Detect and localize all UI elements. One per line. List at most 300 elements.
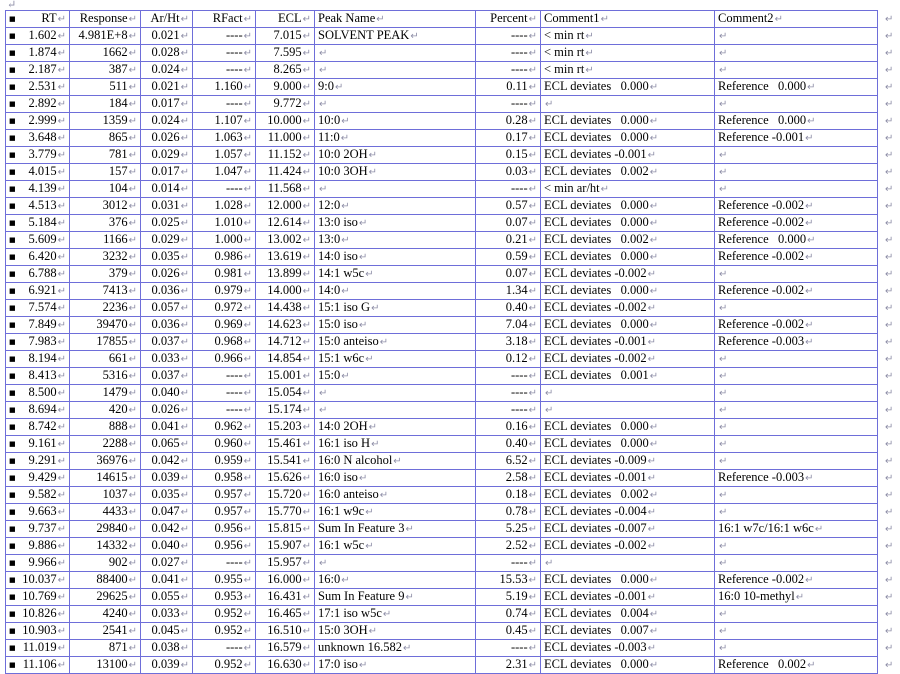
cell-ecl[interactable] <box>256 436 315 453</box>
cell-ecl[interactable] <box>256 453 315 470</box>
cell-ecl[interactable] <box>256 487 315 504</box>
cell-rt[interactable] <box>6 572 70 589</box>
cell-rt[interactable] <box>6 198 70 215</box>
cell-comment1[interactable] <box>541 351 715 368</box>
cell-rt[interactable] <box>6 351 70 368</box>
cell-peak_name[interactable] <box>315 147 476 164</box>
cell-ar_ht[interactable] <box>141 453 193 470</box>
cell-ar_ht[interactable] <box>141 147 193 164</box>
cell-comment2[interactable] <box>715 300 878 317</box>
cell-response[interactable] <box>70 334 141 351</box>
cell-comment1[interactable] <box>541 266 715 283</box>
cell-rfact[interactable] <box>193 164 256 181</box>
cell-rfact[interactable] <box>193 555 256 572</box>
cell-ar_ht[interactable] <box>141 623 193 640</box>
cell-response[interactable] <box>70 232 141 249</box>
cell-percent[interactable] <box>476 623 541 640</box>
cell-peak_name[interactable] <box>315 249 476 266</box>
cell-peak_name[interactable] <box>315 589 476 606</box>
cell-rfact[interactable] <box>193 232 256 249</box>
cell-ar_ht[interactable] <box>141 266 193 283</box>
cell-rfact[interactable] <box>193 419 256 436</box>
cell-rfact[interactable] <box>193 45 256 62</box>
cell-ar_ht[interactable] <box>141 555 193 572</box>
cell-ecl[interactable] <box>256 419 315 436</box>
cell-response[interactable] <box>70 555 141 572</box>
cell-ecl[interactable] <box>256 113 315 130</box>
cell-comment2[interactable] <box>715 249 878 266</box>
cell-rt[interactable] <box>6 249 70 266</box>
cell-response[interactable] <box>70 606 141 623</box>
cell-ar_ht[interactable] <box>141 79 193 96</box>
cell-rfact[interactable] <box>193 436 256 453</box>
cell-comment1[interactable] <box>541 538 715 555</box>
cell-comment2[interactable] <box>715 453 878 470</box>
cell-rt[interactable] <box>6 436 70 453</box>
cell-response[interactable] <box>70 113 141 130</box>
cell-comment2[interactable] <box>715 419 878 436</box>
cell-response[interactable] <box>70 521 141 538</box>
cell-ar_ht[interactable] <box>141 113 193 130</box>
cell-comment2[interactable] <box>715 28 878 45</box>
cell-ar_ht[interactable] <box>141 181 193 198</box>
cell-percent[interactable] <box>476 79 541 96</box>
cell-percent[interactable] <box>476 249 541 266</box>
cell-percent[interactable] <box>476 453 541 470</box>
cell-ecl[interactable] <box>256 147 315 164</box>
header-cell-ecl[interactable] <box>256 11 315 28</box>
cell-ar_ht[interactable] <box>141 215 193 232</box>
cell-ecl[interactable] <box>256 198 315 215</box>
cell-response[interactable] <box>70 45 141 62</box>
cell-peak_name[interactable] <box>315 215 476 232</box>
cell-peak_name[interactable] <box>315 351 476 368</box>
cell-response[interactable] <box>70 249 141 266</box>
cell-rfact[interactable] <box>193 300 256 317</box>
cell-rfact[interactable] <box>193 249 256 266</box>
cell-comment2[interactable] <box>715 623 878 640</box>
cell-comment1[interactable] <box>541 419 715 436</box>
cell-rt[interactable] <box>6 385 70 402</box>
cell-comment1[interactable] <box>541 657 715 674</box>
cell-comment2[interactable] <box>715 45 878 62</box>
cell-ar_ht[interactable] <box>141 419 193 436</box>
cell-ar_ht[interactable] <box>141 130 193 147</box>
cell-rt[interactable] <box>6 657 70 674</box>
cell-ecl[interactable] <box>256 589 315 606</box>
cell-ar_ht[interactable] <box>141 198 193 215</box>
cell-ar_ht[interactable] <box>141 572 193 589</box>
cell-ecl[interactable] <box>256 164 315 181</box>
cell-comment2[interactable] <box>715 334 878 351</box>
cell-comment2[interactable] <box>715 317 878 334</box>
cell-comment2[interactable] <box>715 572 878 589</box>
cell-response[interactable] <box>70 657 141 674</box>
cell-rfact[interactable] <box>193 334 256 351</box>
cell-comment1[interactable] <box>541 198 715 215</box>
cell-response[interactable] <box>70 79 141 96</box>
cell-response[interactable] <box>70 640 141 657</box>
cell-peak_name[interactable] <box>315 79 476 96</box>
cell-rfact[interactable] <box>193 79 256 96</box>
cell-ar_ht[interactable] <box>141 657 193 674</box>
cell-response[interactable] <box>70 385 141 402</box>
cell-response[interactable] <box>70 28 141 45</box>
cell-rfact[interactable] <box>193 504 256 521</box>
cell-percent[interactable] <box>476 657 541 674</box>
cell-ar_ht[interactable] <box>141 351 193 368</box>
cell-peak_name[interactable] <box>315 164 476 181</box>
cell-comment1[interactable] <box>541 147 715 164</box>
cell-comment1[interactable] <box>541 368 715 385</box>
cell-rt[interactable] <box>6 538 70 555</box>
cell-ar_ht[interactable] <box>141 470 193 487</box>
cell-rfact[interactable] <box>193 572 256 589</box>
cell-ar_ht[interactable] <box>141 45 193 62</box>
cell-peak_name[interactable] <box>315 368 476 385</box>
cell-rfact[interactable] <box>193 402 256 419</box>
cell-ar_ht[interactable] <box>141 368 193 385</box>
cell-rt[interactable] <box>6 113 70 130</box>
cell-peak_name[interactable] <box>315 45 476 62</box>
cell-peak_name[interactable] <box>315 317 476 334</box>
cell-ar_ht[interactable] <box>141 402 193 419</box>
cell-rfact[interactable] <box>193 130 256 147</box>
cell-ecl[interactable] <box>256 521 315 538</box>
cell-rfact[interactable] <box>193 640 256 657</box>
cell-peak_name[interactable] <box>315 62 476 79</box>
cell-peak_name[interactable] <box>315 283 476 300</box>
cell-percent[interactable] <box>476 419 541 436</box>
cell-peak_name[interactable] <box>315 385 476 402</box>
cell-rt[interactable] <box>6 317 70 334</box>
cell-peak_name[interactable] <box>315 334 476 351</box>
cell-peak_name[interactable] <box>315 453 476 470</box>
cell-ar_ht[interactable] <box>141 317 193 334</box>
cell-comment2[interactable] <box>715 470 878 487</box>
cell-comment1[interactable] <box>541 606 715 623</box>
cell-peak_name[interactable] <box>315 419 476 436</box>
cell-percent[interactable] <box>476 113 541 130</box>
cell-comment2[interactable] <box>715 266 878 283</box>
cell-rfact[interactable] <box>193 351 256 368</box>
header-cell-percent[interactable] <box>476 11 541 28</box>
cell-ar_ht[interactable] <box>141 283 193 300</box>
cell-comment1[interactable] <box>541 640 715 657</box>
cell-ecl[interactable] <box>256 232 315 249</box>
cell-comment1[interactable] <box>541 385 715 402</box>
cell-ecl[interactable] <box>256 640 315 657</box>
cell-comment2[interactable] <box>715 147 878 164</box>
cell-comment1[interactable] <box>541 283 715 300</box>
cell-comment2[interactable] <box>715 96 878 113</box>
cell-comment2[interactable] <box>715 589 878 606</box>
cell-rfact[interactable] <box>193 470 256 487</box>
cell-percent[interactable] <box>476 351 541 368</box>
cell-rt[interactable] <box>6 130 70 147</box>
cell-percent[interactable] <box>476 96 541 113</box>
cell-percent[interactable] <box>476 62 541 79</box>
cell-rfact[interactable] <box>193 147 256 164</box>
cell-rfact[interactable] <box>193 317 256 334</box>
cell-percent[interactable] <box>476 334 541 351</box>
cell-response[interactable] <box>70 419 141 436</box>
cell-ecl[interactable] <box>256 130 315 147</box>
cell-percent[interactable] <box>476 640 541 657</box>
cell-percent[interactable] <box>476 181 541 198</box>
cell-ecl[interactable] <box>256 606 315 623</box>
cell-ecl[interactable] <box>256 368 315 385</box>
cell-comment1[interactable] <box>541 623 715 640</box>
cell-peak_name[interactable] <box>315 555 476 572</box>
cell-peak_name[interactable] <box>315 640 476 657</box>
cell-ecl[interactable] <box>256 334 315 351</box>
cell-rt[interactable] <box>6 181 70 198</box>
cell-percent[interactable] <box>476 130 541 147</box>
cell-response[interactable] <box>70 198 141 215</box>
cell-rt[interactable] <box>6 215 70 232</box>
cell-ecl[interactable] <box>256 283 315 300</box>
cell-rt[interactable] <box>6 164 70 181</box>
cell-rfact[interactable] <box>193 589 256 606</box>
cell-peak_name[interactable] <box>315 113 476 130</box>
cell-ecl[interactable] <box>256 470 315 487</box>
cell-comment2[interactable] <box>715 487 878 504</box>
cell-rt[interactable] <box>6 470 70 487</box>
cell-percent[interactable] <box>476 266 541 283</box>
cell-percent[interactable] <box>476 147 541 164</box>
cell-ecl[interactable] <box>256 62 315 79</box>
cell-rt[interactable] <box>6 402 70 419</box>
cell-response[interactable] <box>70 470 141 487</box>
cell-rfact[interactable] <box>193 96 256 113</box>
cell-comment1[interactable] <box>541 79 715 96</box>
cell-comment1[interactable] <box>541 334 715 351</box>
cell-response[interactable] <box>70 623 141 640</box>
cell-response[interactable] <box>70 266 141 283</box>
cell-ecl[interactable] <box>256 555 315 572</box>
cell-response[interactable] <box>70 300 141 317</box>
cell-percent[interactable] <box>476 538 541 555</box>
cell-percent[interactable] <box>476 436 541 453</box>
cell-comment2[interactable] <box>715 113 878 130</box>
cell-comment1[interactable] <box>541 62 715 79</box>
cell-rt[interactable] <box>6 504 70 521</box>
header-cell-peak_name[interactable] <box>315 11 476 28</box>
cell-percent[interactable] <box>476 368 541 385</box>
cell-percent[interactable] <box>476 28 541 45</box>
cell-comment2[interactable] <box>715 504 878 521</box>
cell-ar_ht[interactable] <box>141 62 193 79</box>
header-cell-rt[interactable] <box>6 11 70 28</box>
cell-ar_ht[interactable] <box>141 164 193 181</box>
cell-percent[interactable] <box>476 606 541 623</box>
cell-peak_name[interactable] <box>315 470 476 487</box>
header-cell-response[interactable] <box>70 11 141 28</box>
cell-rt[interactable] <box>6 334 70 351</box>
cell-ecl[interactable] <box>256 351 315 368</box>
cell-comment2[interactable] <box>715 164 878 181</box>
cell-ecl[interactable] <box>256 96 315 113</box>
cell-percent[interactable] <box>476 521 541 538</box>
cell-rt[interactable] <box>6 555 70 572</box>
cell-comment2[interactable] <box>715 368 878 385</box>
cell-ar_ht[interactable] <box>141 300 193 317</box>
cell-ar_ht[interactable] <box>141 504 193 521</box>
cell-peak_name[interactable] <box>315 130 476 147</box>
cell-ar_ht[interactable] <box>141 96 193 113</box>
cell-rt[interactable] <box>6 589 70 606</box>
cell-rfact[interactable] <box>193 266 256 283</box>
cell-comment2[interactable] <box>715 640 878 657</box>
cell-comment2[interactable] <box>715 130 878 147</box>
cell-comment1[interactable] <box>541 589 715 606</box>
cell-comment1[interactable] <box>541 572 715 589</box>
cell-ecl[interactable] <box>256 402 315 419</box>
cell-percent[interactable] <box>476 232 541 249</box>
cell-comment2[interactable] <box>715 555 878 572</box>
cell-rt[interactable] <box>6 368 70 385</box>
cell-rt[interactable] <box>6 419 70 436</box>
cell-response[interactable] <box>70 62 141 79</box>
cell-rt[interactable] <box>6 487 70 504</box>
cell-peak_name[interactable] <box>315 266 476 283</box>
cell-ecl[interactable] <box>256 572 315 589</box>
cell-rt[interactable] <box>6 79 70 96</box>
cell-comment1[interactable] <box>541 555 715 572</box>
cell-rfact[interactable] <box>193 215 256 232</box>
cell-percent[interactable] <box>476 45 541 62</box>
cell-comment2[interactable] <box>715 181 878 198</box>
cell-comment2[interactable] <box>715 385 878 402</box>
cell-rt[interactable] <box>6 232 70 249</box>
cell-rfact[interactable] <box>193 28 256 45</box>
cell-comment2[interactable] <box>715 198 878 215</box>
cell-percent[interactable] <box>476 283 541 300</box>
cell-rfact[interactable] <box>193 113 256 130</box>
cell-comment2[interactable] <box>715 79 878 96</box>
cell-comment1[interactable] <box>541 470 715 487</box>
cell-ar_ht[interactable] <box>141 606 193 623</box>
cell-response[interactable] <box>70 164 141 181</box>
cell-comment1[interactable] <box>541 130 715 147</box>
cell-response[interactable] <box>70 181 141 198</box>
cell-comment1[interactable] <box>541 215 715 232</box>
cell-response[interactable] <box>70 453 141 470</box>
cell-percent[interactable] <box>476 555 541 572</box>
cell-comment1[interactable] <box>541 232 715 249</box>
cell-percent[interactable] <box>476 300 541 317</box>
cell-ar_ht[interactable] <box>141 640 193 657</box>
cell-peak_name[interactable] <box>315 181 476 198</box>
cell-rt[interactable] <box>6 147 70 164</box>
cell-peak_name[interactable] <box>315 538 476 555</box>
cell-ecl[interactable] <box>256 538 315 555</box>
cell-rfact[interactable] <box>193 181 256 198</box>
cell-percent[interactable] <box>476 504 541 521</box>
cell-comment2[interactable] <box>715 606 878 623</box>
cell-comment2[interactable] <box>715 521 878 538</box>
cell-rfact[interactable] <box>193 487 256 504</box>
cell-response[interactable] <box>70 589 141 606</box>
cell-ar_ht[interactable] <box>141 521 193 538</box>
cell-rt[interactable] <box>6 45 70 62</box>
cell-ar_ht[interactable] <box>141 589 193 606</box>
cell-response[interactable] <box>70 130 141 147</box>
cell-rfact[interactable] <box>193 62 256 79</box>
cell-comment2[interactable] <box>715 62 878 79</box>
cell-comment2[interactable] <box>715 215 878 232</box>
cell-comment1[interactable] <box>541 521 715 538</box>
cell-comment1[interactable] <box>541 317 715 334</box>
cell-ecl[interactable] <box>256 300 315 317</box>
cell-rt[interactable] <box>6 28 70 45</box>
cell-rfact[interactable] <box>193 385 256 402</box>
cell-response[interactable] <box>70 436 141 453</box>
cell-ar_ht[interactable] <box>141 436 193 453</box>
cell-rt[interactable] <box>6 623 70 640</box>
cell-ecl[interactable] <box>256 504 315 521</box>
cell-response[interactable] <box>70 317 141 334</box>
cell-comment2[interactable] <box>715 657 878 674</box>
cell-ecl[interactable] <box>256 45 315 62</box>
cell-comment1[interactable] <box>541 181 715 198</box>
cell-rt[interactable] <box>6 266 70 283</box>
cell-rt[interactable] <box>6 453 70 470</box>
cell-ecl[interactable] <box>256 385 315 402</box>
cell-response[interactable] <box>70 215 141 232</box>
cell-peak_name[interactable] <box>315 572 476 589</box>
cell-rfact[interactable] <box>193 657 256 674</box>
cell-rfact[interactable] <box>193 198 256 215</box>
cell-rt[interactable] <box>6 606 70 623</box>
cell-comment2[interactable] <box>715 436 878 453</box>
cell-peak_name[interactable] <box>315 623 476 640</box>
cell-comment1[interactable] <box>541 504 715 521</box>
cell-peak_name[interactable] <box>315 96 476 113</box>
cell-comment1[interactable] <box>541 436 715 453</box>
header-cell-comment2[interactable] <box>715 11 878 28</box>
cell-response[interactable] <box>70 504 141 521</box>
cell-percent[interactable] <box>476 470 541 487</box>
cell-percent[interactable] <box>476 215 541 232</box>
cell-rt[interactable] <box>6 283 70 300</box>
cell-comment1[interactable] <box>541 300 715 317</box>
header-cell-rfact[interactable] <box>193 11 256 28</box>
cell-response[interactable] <box>70 368 141 385</box>
cell-comment1[interactable] <box>541 96 715 113</box>
cell-ecl[interactable] <box>256 181 315 198</box>
cell-ar_ht[interactable] <box>141 334 193 351</box>
cell-rt[interactable] <box>6 62 70 79</box>
cell-comment1[interactable] <box>541 113 715 130</box>
cell-comment1[interactable] <box>541 45 715 62</box>
cell-comment1[interactable] <box>541 249 715 266</box>
cell-peak_name[interactable] <box>315 28 476 45</box>
cell-response[interactable] <box>70 487 141 504</box>
cell-peak_name[interactable] <box>315 300 476 317</box>
cell-comment1[interactable] <box>541 164 715 181</box>
cell-ecl[interactable] <box>256 249 315 266</box>
header-cell-ar_ht[interactable] <box>141 11 193 28</box>
cell-ar_ht[interactable] <box>141 249 193 266</box>
cell-response[interactable] <box>70 402 141 419</box>
cell-comment1[interactable] <box>541 402 715 419</box>
cell-ecl[interactable] <box>256 28 315 45</box>
cell-comment2[interactable] <box>715 232 878 249</box>
cell-ecl[interactable] <box>256 266 315 283</box>
cell-ar_ht[interactable] <box>141 487 193 504</box>
